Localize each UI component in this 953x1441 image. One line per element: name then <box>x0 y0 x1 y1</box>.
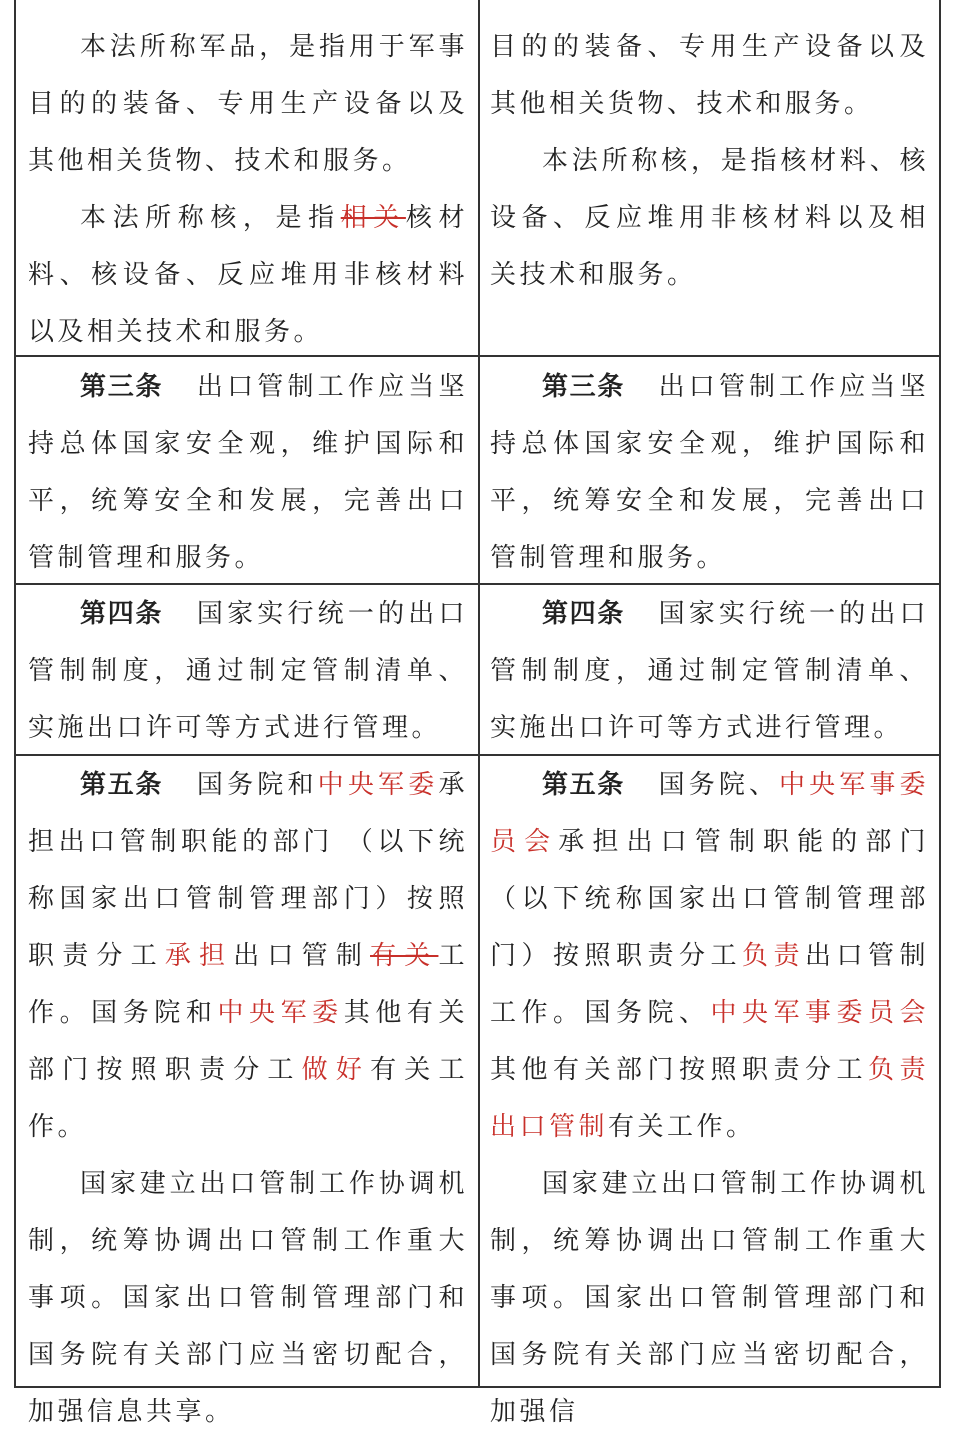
text-span: 国家实行统一的出口管制制度，通过制定管制清单、实施出口许可等方式进行管理。 <box>28 599 468 743</box>
new-text-cell <box>480 357 939 583</box>
changed-text: 中央军委 <box>217 998 344 1028</box>
text-span: 承担出口管制职能的部门（以下统称国家出口管制管理部门）按照职责分工 <box>490 827 929 971</box>
text-span: 其他有关部门按照职责分工 <box>490 1055 868 1085</box>
changed-text: 中央军事委员会 <box>710 998 929 1028</box>
deleted-text: 有关 <box>370 941 439 971</box>
paragraph: 目的的装备、专用生产设备以及其他相关货物、技术和服务。 <box>490 32 929 119</box>
paragraph <box>490 586 929 757</box>
old-text-cell <box>16 756 480 1427</box>
new-text-cell <box>480 756 939 1427</box>
comparison-table <box>14 0 941 1427</box>
paragraph: 本法所称核，是指核材料、核设备、反应堆用非核材料以及相关技术和服务。 <box>490 146 929 290</box>
new-text-cell <box>480 0 939 355</box>
paragraph <box>28 190 468 361</box>
text-span: 承担出口管制职能的部门 （以下统称国家出口管制管理部门）按照职责分工 <box>28 770 468 971</box>
paragraph: 本法所称军品，是指用于军事目的的装备、专用生产设备以及其他相关货物、技术和服务。 <box>28 32 468 176</box>
table-row <box>16 756 939 1427</box>
text-span: 工作。国务院和 <box>28 941 468 1028</box>
deleted-text: 相关 <box>340 203 406 233</box>
paragraph <box>28 757 468 1156</box>
table-row <box>16 0 939 357</box>
text-span: 有关工作。 <box>608 1112 756 1142</box>
changed-text: 做好 <box>301 1055 371 1085</box>
article-number: 第五条 <box>80 770 164 800</box>
new-text-cell <box>480 585 939 754</box>
article-number: 第五条 <box>542 770 625 800</box>
changed-text: 负责 <box>741 941 805 971</box>
text-span: 有关工作。 <box>28 1055 468 1142</box>
paragraph: 国家建立出口管制工作协调机制，统筹协调出口管制工作重大事项。国家出口管制管理部门和国务院有关部门应当密切配合，加强信息共享。 <box>28 1169 468 1427</box>
old-text-cell <box>16 357 480 583</box>
text-span: 国务院、 <box>658 770 780 800</box>
text-span: 出口管制工作应当坚持总体国家安全观，维护国际和平，统筹安全和发展，完善出口管制管理和服务。 <box>28 372 468 573</box>
text-span: 核材料、核设备、反应堆用非核材料以及相关技术和服务。 <box>28 203 468 347</box>
changed-text: 承担 <box>164 941 234 971</box>
text-span: 出口管制工作。国务院、 <box>490 941 929 1028</box>
article-number: 第四条 <box>80 599 164 629</box>
changed-text: 负责出口管制 <box>490 1055 929 1142</box>
changed-text: 中央军事委员会 <box>490 770 929 857</box>
text-span: 出口管制 <box>233 941 371 971</box>
paragraph <box>28 359 468 587</box>
text-span: 出口管制工作应当坚持总体国家安全观，维护国际和平，统筹安全和发展，完善出口管制管理和服务。 <box>490 372 929 573</box>
paragraph <box>28 586 468 757</box>
article-number: 第三条 <box>80 372 164 402</box>
table-row <box>16 585 939 756</box>
old-text-cell <box>16 0 480 355</box>
text-span: 国务院和 <box>196 770 318 800</box>
old-text-cell <box>16 585 480 754</box>
changed-text: 中央军委 <box>317 770 439 800</box>
text-span: 本法所称核，是指 <box>80 203 341 233</box>
table-row <box>16 357 939 585</box>
article-number: 第四条 <box>542 599 625 629</box>
text-span: 国家实行统一的出口管制制度，通过制定管制清单、实施出口许可等方式进行管理。 <box>490 599 929 743</box>
paragraph <box>490 757 929 1156</box>
paragraph: 国家建立出口管制工作协调机制，统筹协调出口管制工作重大事项。国家出口管制管理部门和国务院有关部门应当密切配合，加强信 <box>490 1169 929 1427</box>
text-span: 其他有关部门按照职责分工 <box>28 998 468 1085</box>
paragraph <box>490 359 929 587</box>
article-number: 第三条 <box>542 372 625 402</box>
